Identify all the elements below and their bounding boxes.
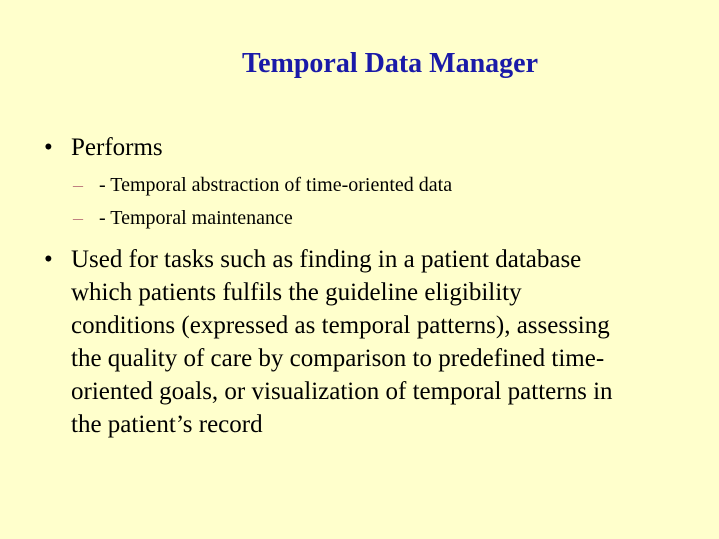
paragraph-line: conditions (expressed as temporal patterns), assessing [71, 312, 610, 339]
sub-item-marker: – [73, 174, 83, 196]
bullet-used-for-tasks [44, 243, 704, 443]
sub-item-marker: – [73, 207, 83, 229]
bullet-text: Performs [71, 134, 163, 161]
sub-item-text: - Temporal abstraction of time-oriented data [99, 174, 453, 196]
paragraph-line: Used for tasks such as finding in a patient database [71, 246, 582, 273]
paragraph-line: oriented goals, or visualization of temporal patterns in [71, 378, 613, 405]
bullet-paragraph [71, 243, 711, 441]
bullet-performs [44, 131, 704, 164]
paragraph-line: the patient’s record [71, 411, 263, 438]
sub-item-text: - Temporal maintenance [99, 207, 293, 229]
paragraph-line: the quality of care by comparison to predefined time- [71, 345, 605, 372]
slide-title: Temporal Data Manager [241, 48, 539, 79]
bullet-marker: • [44, 134, 53, 161]
bullet-marker: • [44, 246, 53, 273]
paragraph-line: which patients fulfils the guideline eligibility [71, 279, 522, 306]
